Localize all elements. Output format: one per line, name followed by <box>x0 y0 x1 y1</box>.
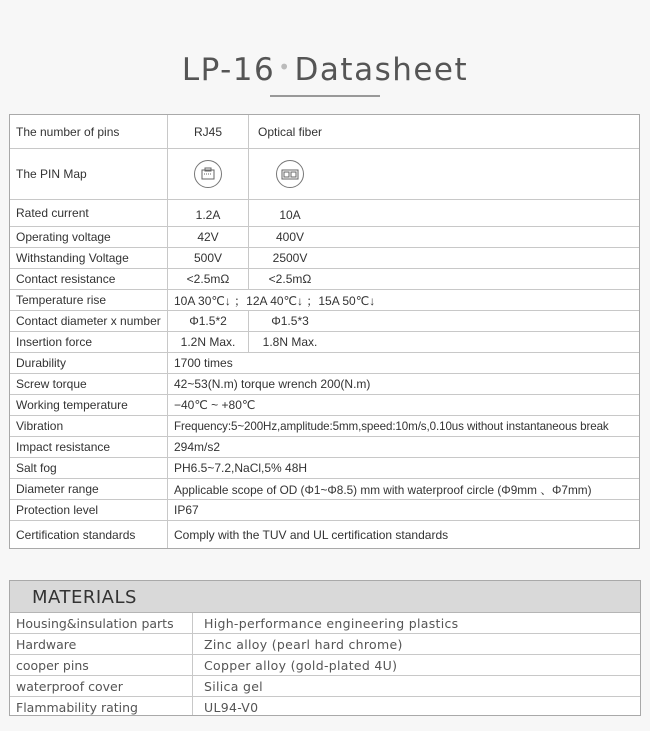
divider <box>167 458 168 478</box>
materials-value: Zinc alloy (pearl hard chrome) <box>204 637 403 652</box>
spec-row <box>10 416 639 437</box>
spec-label: Operating voltage <box>16 230 111 244</box>
spec-label: Withstanding Voltage <box>16 251 129 265</box>
materials-row <box>10 655 640 676</box>
rj45-pinmap <box>168 149 248 199</box>
spec-label: Contact diameter x number <box>16 314 161 328</box>
materials-value: High-performance engineering plastics <box>204 616 459 631</box>
spec-value: <2.5mΩ <box>186 272 230 286</box>
spec-value: 1.2A <box>195 208 221 222</box>
materials-row <box>10 676 640 697</box>
materials-label: Flammability rating <box>16 700 138 715</box>
spec-label: Impact resistance <box>16 440 111 454</box>
spec-value: 42~53(N.m) torque wrench 200(N.m) <box>174 377 371 391</box>
spec-label: Diameter range <box>16 482 99 496</box>
materials-label: cooper pins <box>16 658 89 673</box>
materials-row <box>10 613 640 634</box>
spec-value: 42V <box>197 230 219 244</box>
materials-value: Copper alloy (gold-plated 4U) <box>204 658 398 673</box>
divider <box>167 353 168 373</box>
spec-table <box>9 114 640 549</box>
spec-value: 1.8N Max. <box>262 335 318 349</box>
spec-row <box>10 521 639 548</box>
spec-value: Comply with the TUV and UL certification standards <box>174 527 449 542</box>
materials-label: Hardware <box>16 637 77 652</box>
divider <box>167 374 168 394</box>
spec-label: Contact resistance <box>16 272 116 286</box>
spec-row <box>10 290 639 311</box>
spec-value: 10A 30℃↓ ；12A 40℃↓ ；15A 50℃↓ <box>174 293 376 308</box>
rj45-pinmap-icon <box>194 160 222 188</box>
spec-value: Applicable scope of OD (Φ1~Φ8.5) mm with waterproof circle (Φ9mm 、Φ7mm) <box>174 482 592 497</box>
spec-row-pins <box>10 115 639 149</box>
spec-value: IP67 <box>174 503 199 517</box>
spec-value: 1700 times <box>174 356 233 370</box>
spec-value: PH6.5~7.2,NaCl,5% 48H <box>174 461 308 475</box>
page-title <box>0 52 650 88</box>
spec-label: Certification standards <box>16 527 136 542</box>
title-model: LP-16 <box>181 52 276 88</box>
spec-value: 400V <box>275 230 305 244</box>
spec-value: Φ1.5*3 <box>271 314 309 328</box>
divider <box>167 479 168 499</box>
spec-label: Screw torque <box>16 377 87 391</box>
spec-row <box>10 200 639 227</box>
divider <box>248 115 249 148</box>
optical-fiber-pinmap-icon <box>276 160 304 188</box>
divider <box>167 416 168 436</box>
spec-row <box>10 332 639 353</box>
materials-value: Silica gel <box>204 679 263 694</box>
spec-label: Durability <box>16 356 67 370</box>
fiber-pinmap <box>248 149 332 199</box>
materials-table <box>9 580 641 716</box>
spec-row <box>10 437 639 458</box>
title-sub: Datasheet <box>294 52 469 88</box>
divider <box>167 395 168 415</box>
materials-row <box>10 634 640 655</box>
divider <box>167 500 168 520</box>
divider <box>167 521 168 548</box>
spec-row <box>10 248 639 269</box>
spec-label: The number of pins <box>16 124 120 139</box>
title-underline <box>270 95 380 97</box>
spec-label: Insertion force <box>16 335 93 349</box>
divider <box>167 437 168 457</box>
col-optical-fiber: Optical fiber <box>258 124 323 139</box>
materials-label: waterproof cover <box>16 679 123 694</box>
title-separator: • <box>278 55 292 79</box>
spec-label: Vibration <box>16 419 64 433</box>
spec-row <box>10 227 639 248</box>
spec-value: 294m/s2 <box>174 440 221 454</box>
spec-value: Φ1.5*2 <box>189 314 227 328</box>
spec-label: Temperature rise <box>16 293 107 307</box>
spec-row <box>10 479 639 500</box>
spec-row <box>10 311 639 332</box>
spec-value: −40℃ ~ +80℃ <box>174 398 256 412</box>
spec-label: Salt fog <box>16 461 57 475</box>
spec-row-pinmap <box>10 149 639 200</box>
col-rj45: RJ45 <box>193 124 222 139</box>
materials-heading: MATERIALS <box>32 587 137 608</box>
materials-label: Housing&insulation parts <box>16 616 174 631</box>
spec-row <box>10 353 639 374</box>
spec-label: Rated current <box>16 206 89 220</box>
spec-row <box>10 500 639 521</box>
materials-row <box>10 697 640 718</box>
materials-header <box>10 581 640 613</box>
spec-row <box>10 395 639 416</box>
spec-value: 10A <box>279 208 301 222</box>
spec-value: Frequency:5~200Hz,amplitude:5mm,speed:10m/s,0.10us without instantaneous break <box>174 419 609 433</box>
spec-value: 2500V <box>272 251 308 265</box>
materials-value: UL94-V0 <box>204 700 259 715</box>
spec-row <box>10 269 639 290</box>
spec-label: Working temperature <box>16 398 128 412</box>
spec-value: <2.5mΩ <box>268 272 312 286</box>
spec-row <box>10 458 639 479</box>
spec-value: 500V <box>193 251 223 265</box>
spec-value: 1.2N Max. <box>180 335 236 349</box>
spec-label: Protection level <box>16 503 99 517</box>
spec-label: The PIN Map <box>16 167 87 181</box>
spec-row <box>10 374 639 395</box>
divider <box>167 290 168 310</box>
